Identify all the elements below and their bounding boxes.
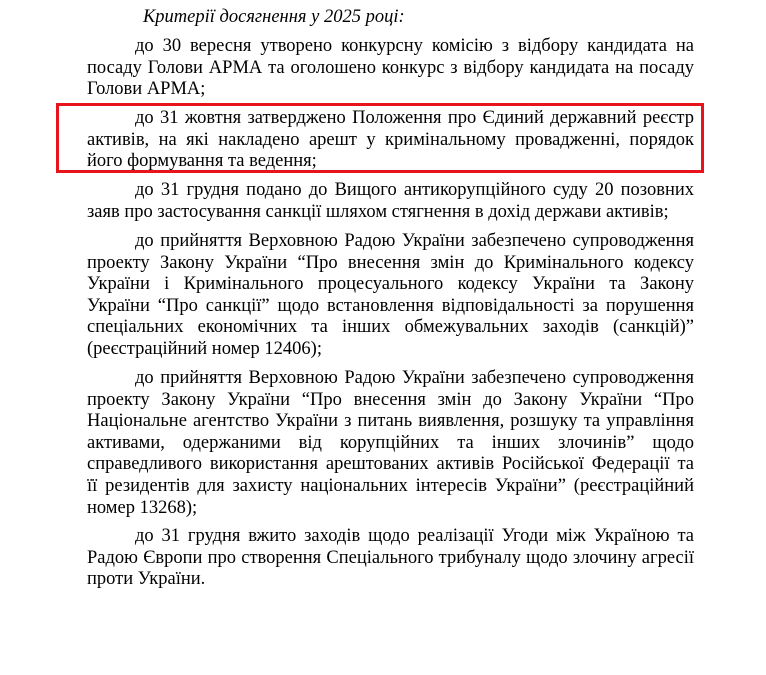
paragraph-line: її резидентів для захисту національних інтересів України” (реєстраційний [87,475,694,496]
paragraph-line: (реєстраційний номер 12406); [87,338,322,359]
paragraph-line: активів, на які накладено арешт у кримінальному провадженні, порядок [87,129,694,150]
paragraph-law-13268 [87,368,694,519]
paragraph-line: до 31 грудня вжито заходів щодо реалізації Угоди між Україною та [135,526,694,546]
paragraph-line: заяв про застосування санкції шляхом стягнення в дохід держави активів; [87,201,669,222]
paragraph-line: України і Кримінального процесуального кодексу України та Закону [87,274,694,295]
paragraph-line: проти України. [87,569,206,590]
paragraph-arma-commission [87,36,694,101]
paragraph-law-12406 [87,231,694,361]
paragraph-line: спеціальних економічних та інших обмежувальних заходів (санкцій)” [87,317,694,338]
paragraph-line: до прийняття Верховною Радою України забезпечено супроводження [135,231,694,251]
section-heading: Критерії досягнення у 2025 році: [143,7,405,27]
paragraph-line: номер 13268); [87,497,198,518]
paragraph-anticorruption-court [87,180,694,223]
paragraph-line: України “Про санкції” щодо встановлення відповідальності за порушення [87,295,694,316]
paragraph-registry-regulation [87,108,694,173]
paragraph-line: Голови АРМА; [87,79,206,100]
paragraph-line: посаду Голови АРМА та оголошено конкурс з відбору кандидата на посаду [87,57,694,78]
paragraph-line: проекту Закону України “Про внесення змін до Кримінального кодексу [87,252,694,273]
paragraph-line: проекту Закону України “Про внесення змін до Закону України “Про [87,389,694,410]
paragraph-line: Радою Європи про створення Спеціального трибуналу щодо злочину агресії [87,547,694,568]
paragraph-line: до 31 жовтня затверджено Положення про Єдиний державний реєстр [135,108,694,128]
paragraph-line: до 31 грудня подано до Вищого антикорупційного суду 20 позовних [135,180,694,200]
paragraph-special-tribunal [87,526,694,591]
paragraph-line: до прийняття Верховною Радою України забезпечено супроводження [135,368,694,388]
paragraph-line: його формування та ведення; [87,151,317,172]
paragraph-line: активами, одержаними від корупційних та інших злочинів” щодо [87,432,694,453]
paragraph-line: Національне агентство України з питань виявлення, розшуку та управління [87,411,694,432]
paragraph-line: справедливого використання арештованих активів Російської Федерації та [87,454,694,475]
paragraph-line: до 30 вересня утворено конкурсну комісію з відбору кандидата на [135,36,694,56]
